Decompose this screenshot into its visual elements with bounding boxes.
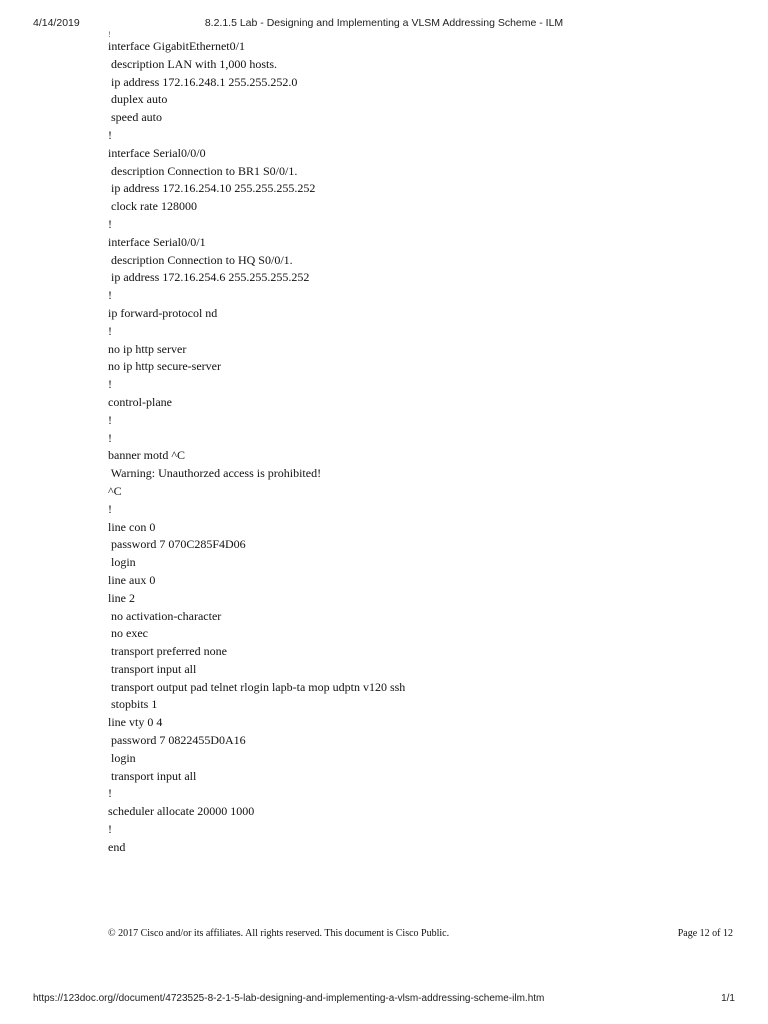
config-line: no activation-character [108, 608, 222, 623]
config-line: ! [108, 412, 112, 427]
config-line: interface GigabitEthernet0/1 [108, 39, 245, 53]
config-line: ! [108, 822, 112, 837]
config-line: ! [108, 501, 112, 516]
config-line: ! [108, 216, 112, 231]
config-line: login [108, 555, 136, 570]
config-line: ! [108, 377, 112, 392]
config-line: line 2 [108, 590, 135, 605]
config-line: ! [108, 30, 111, 39]
config-line: password 7 070C285F4D06 [108, 537, 246, 552]
config-line: duplex auto [108, 92, 168, 107]
config-line: no exec [108, 626, 148, 641]
config-line: transport output pad telnet rlogin lapb-ta mop udptn v120 ssh [108, 679, 406, 694]
print-page-count: 1/1 [721, 993, 735, 1004]
document-title: 8.2.1.5 Lab - Designing and Implementing a VLSM Addressing Scheme - ILM [204, 17, 564, 29]
document-footer [108, 928, 733, 942]
router-config-listing [108, 29, 668, 857]
config-line: line vty 0 4 [108, 715, 163, 730]
page-number: Page 12 of 12 [677, 928, 733, 939]
print-date: 4/14/2019 [33, 17, 80, 29]
config-line: interface Serial0/0/1 [108, 234, 206, 249]
config-line: line con 0 [108, 519, 156, 534]
config-line: end [108, 839, 126, 854]
config-line: ! [108, 323, 112, 338]
config-line: description LAN with 1,000 hosts. [108, 56, 277, 71]
config-line: ip address 172.16.248.1 255.255.252.0 [108, 74, 298, 89]
config-line: transport input all [108, 768, 197, 783]
config-line: clock rate 128000 [108, 199, 197, 214]
config-line: ! [108, 430, 112, 445]
config-line: description Connection to HQ S0/0/1. [108, 252, 293, 267]
config-line: description Connection to BR1 S0/0/1. [108, 163, 298, 178]
config-line: no ip http server [108, 341, 187, 356]
config-line: transport preferred none [108, 644, 227, 659]
config-line: ! [108, 786, 112, 801]
config-line: no ip http secure-server [108, 359, 221, 374]
config-line: transport input all [108, 661, 197, 676]
config-line: banner motd ^C [108, 448, 185, 463]
config-line: interface Serial0/0/0 [108, 145, 206, 160]
config-line: control-plane [108, 394, 172, 409]
config-line: scheduler allocate 20000 1000 [108, 804, 255, 819]
config-line: ip address 172.16.254.10 255.255.255.252 [108, 181, 316, 196]
config-line: login [108, 750, 136, 765]
config-line: ^C [108, 483, 122, 498]
config-line: line aux 0 [108, 572, 156, 587]
config-line: speed auto [108, 110, 162, 125]
copyright-notice: © 2017 Cisco and/or its affiliates. All rights reserved. This document is Cisco Public. [108, 928, 450, 939]
config-line: ip forward-protocol nd [108, 305, 218, 320]
print-footer [33, 993, 735, 1007]
source-url: https://123doc.org//document/4723525-8-2-1-5-lab-designing-and-implementing-a-vlsm-addressing-scheme-ilm.htm [33, 993, 545, 1004]
config-line: ip address 172.16.254.6 255.255.255.252 [108, 270, 310, 285]
config-line: ! [108, 127, 112, 142]
config-line: ! [108, 288, 112, 303]
config-line: stopbits 1 [108, 697, 158, 712]
config-line: password 7 0822455D0A16 [108, 733, 246, 748]
config-line: Warning: Unauthorzed access is prohibited! [108, 466, 322, 481]
